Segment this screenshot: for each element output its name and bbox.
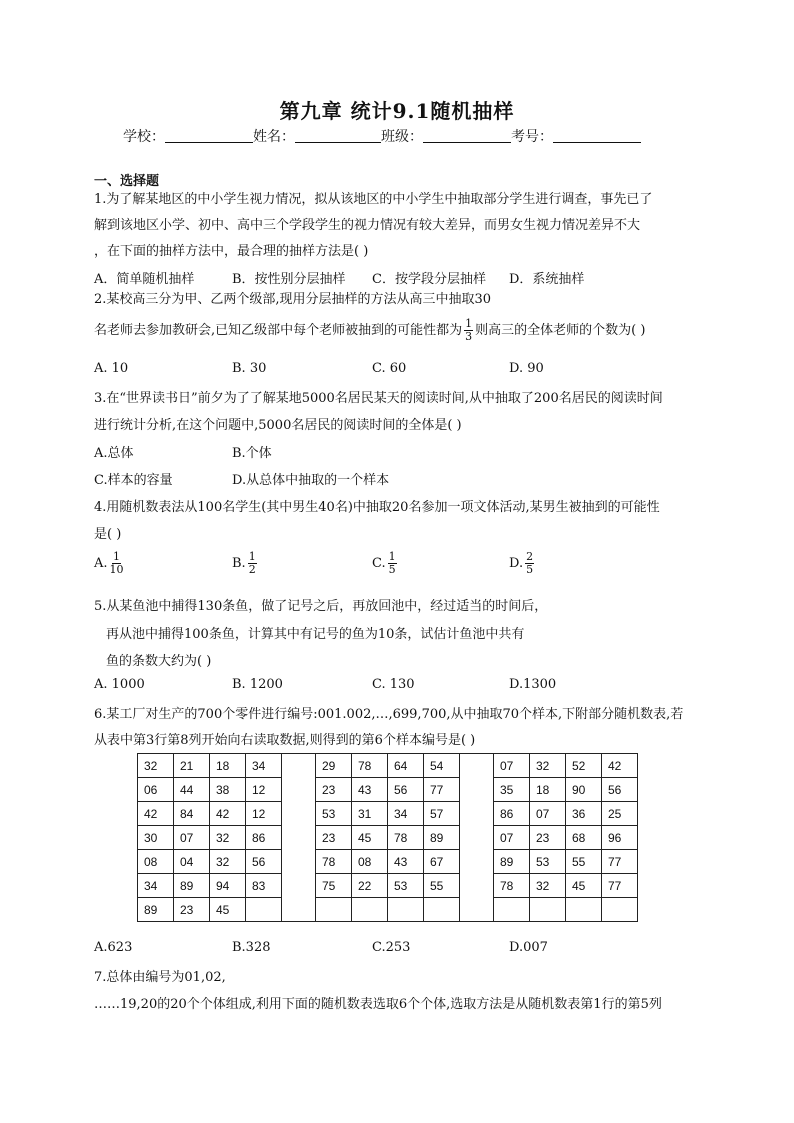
- class-blank[interactable]: [423, 128, 511, 143]
- table-cell: 53: [316, 802, 352, 826]
- table-cell: 34: [138, 874, 174, 898]
- q4-option-c-label: C.: [372, 556, 386, 571]
- table-cell: 64: [388, 754, 424, 778]
- table-row: [138, 802, 638, 826]
- table-cell: 08: [138, 850, 174, 874]
- school-blank[interactable]: [165, 128, 253, 143]
- q3-option-a[interactable]: A.总体: [94, 446, 134, 461]
- table-cell: 34: [388, 802, 424, 826]
- q4-option-c-den: 5: [388, 563, 396, 576]
- table-cell: 56: [602, 778, 638, 802]
- table-row: [138, 778, 638, 802]
- table-cell: 67: [424, 850, 460, 874]
- table-cell: 23: [316, 778, 352, 802]
- table-cell: 32: [210, 826, 246, 850]
- table-row: [138, 826, 638, 850]
- q2-line-1: 2.某校高三分为甲、乙两个级部,现用分层抽样的方法从高三中抽取30: [94, 292, 492, 307]
- table-cell: 56: [246, 850, 282, 874]
- table-cell: [602, 898, 638, 922]
- table-cell: 53: [388, 874, 424, 898]
- table-cell: 21: [174, 754, 210, 778]
- q2-option-a[interactable]: A. 10: [94, 361, 129, 376]
- table-cell: 86: [494, 802, 530, 826]
- table-cell: 43: [388, 850, 424, 874]
- q6-line-2: 从表中第3行第8列开始向右读取数据,则得到的第6个样本编号是( ): [94, 733, 476, 748]
- table-cell: 22: [352, 874, 388, 898]
- page-title: 第九章 统计9.1随机抽样: [279, 99, 515, 123]
- table-cell: 94: [210, 874, 246, 898]
- q7-line-1: 7.总体由编号为01,02,: [94, 970, 226, 985]
- q4-option-d-label: D.: [509, 556, 524, 571]
- table-cell: 06: [138, 778, 174, 802]
- section-title: 一、选择题: [94, 174, 160, 189]
- table-cell: [494, 898, 530, 922]
- table-cell: [352, 898, 388, 922]
- q5-option-b[interactable]: B. 1200: [232, 677, 283, 692]
- exam-no-label: 考号：: [511, 129, 553, 145]
- q1-option-c[interactable]: C．按学段分层抽样: [372, 272, 486, 287]
- table-cell: 07: [494, 754, 530, 778]
- table-cell: 23: [316, 826, 352, 850]
- table-cell: 84: [174, 802, 210, 826]
- table-gap-cell: [460, 754, 494, 778]
- table-gap-cell: [460, 778, 494, 802]
- table-cell: 77: [602, 874, 638, 898]
- table-row: [138, 874, 638, 898]
- table-cell: 23: [174, 898, 210, 922]
- table-cell: 89: [424, 826, 460, 850]
- q4-line-1: 4.用随机数表法从100名学生(其中男生40名)中抽取20名参加一项文体活动,某男生被抽到的可能性: [94, 500, 660, 515]
- table-cell: 18: [530, 778, 566, 802]
- q4-option-b-label: B.: [232, 556, 246, 571]
- table-cell: 55: [424, 874, 460, 898]
- table-cell: 78: [388, 826, 424, 850]
- table-row: [138, 850, 638, 874]
- table-cell: 23: [530, 826, 566, 850]
- q6-option-b[interactable]: B.328: [232, 940, 271, 955]
- q4-option-d-num: 2: [526, 550, 534, 563]
- table-cell: 34: [246, 754, 282, 778]
- name-blank[interactable]: [295, 128, 381, 143]
- q2-frac-num: 1: [465, 317, 473, 330]
- q2-line-2-pre: 名老师去参加教研会,已知乙级部中每个老师被抽到的可能性都为: [94, 323, 463, 338]
- table-cell: 89: [494, 850, 530, 874]
- q4-line-2: 是( ): [94, 527, 122, 542]
- q4-option-a-num: 1: [113, 550, 121, 563]
- q4-option-c[interactable]: [372, 551, 399, 576]
- table-cell: 32: [530, 874, 566, 898]
- table-cell: 07: [174, 826, 210, 850]
- table-cell: 07: [494, 826, 530, 850]
- q2-line-2: [94, 318, 645, 343]
- class-label: 班级：: [381, 129, 423, 145]
- table-cell: 54: [424, 754, 460, 778]
- table-cell: 30: [138, 826, 174, 850]
- q4-option-c-num: 1: [388, 550, 396, 563]
- table-gap-cell: [460, 898, 494, 922]
- table-cell: 77: [424, 778, 460, 802]
- table-cell: 32: [210, 850, 246, 874]
- table-cell: 32: [530, 754, 566, 778]
- table-cell: 04: [174, 850, 210, 874]
- q5-line-2: 再从池中捕得100条鱼，计算其中有记号的鱼为10条，试估计鱼池中共有: [106, 627, 525, 642]
- q4-option-a-den: 10: [109, 563, 124, 576]
- table-cell: 45: [566, 874, 602, 898]
- q6-option-c[interactable]: C.253: [372, 940, 411, 955]
- q2-line-2-post: 则高三的全体老师的个数为( ): [475, 323, 646, 338]
- table-cell: [530, 898, 566, 922]
- table-cell: 31: [352, 802, 388, 826]
- table-cell: 08: [352, 850, 388, 874]
- table-cell: 36: [566, 802, 602, 826]
- q4-option-b-den: 2: [248, 563, 256, 576]
- table-cell: 75: [316, 874, 352, 898]
- q2-option-c[interactable]: C. 60: [372, 361, 407, 376]
- school-label: 学校：: [123, 129, 165, 145]
- table-gap-cell: [282, 826, 316, 850]
- table-cell: 68: [566, 826, 602, 850]
- table-cell: 42: [602, 754, 638, 778]
- table-gap-cell: [282, 754, 316, 778]
- table-cell: 25: [602, 802, 638, 826]
- table-cell: 78: [352, 754, 388, 778]
- exam-no-blank[interactable]: [553, 128, 641, 143]
- random-number-table: [137, 753, 638, 922]
- table-cell: 12: [246, 778, 282, 802]
- q4-option-d[interactable]: [509, 551, 536, 576]
- q2-option-b[interactable]: B. 30: [232, 361, 267, 376]
- q5-option-c[interactable]: C. 130: [372, 677, 415, 692]
- q5-option-d[interactable]: D.1300: [509, 677, 557, 692]
- q1-option-b[interactable]: B．按性别分层抽样: [232, 272, 346, 287]
- q6-option-a[interactable]: A.623: [94, 940, 133, 955]
- student-info-line: [123, 126, 641, 146]
- table-cell: 29: [316, 754, 352, 778]
- q7-line-2: ……19,20的20个个体组成,利用下面的随机数表选取6个个体,选取方法是从随机数表第1行的第5列: [94, 997, 662, 1012]
- table-cell: 12: [246, 802, 282, 826]
- table-cell: 86: [246, 826, 282, 850]
- table-gap-cell: [282, 850, 316, 874]
- table-cell: [566, 898, 602, 922]
- table-gap-cell: [282, 898, 316, 922]
- table-cell: 96: [602, 826, 638, 850]
- table-row: [138, 754, 638, 778]
- table-cell: 45: [352, 826, 388, 850]
- q6-option-d[interactable]: D.007: [509, 940, 548, 955]
- q5-line-3: 鱼的条数大约为( ): [106, 654, 212, 669]
- q3-line-1: 3.在“世界读书日”前夕为了了解某地5000名居民某天的阅读时间,从中抽取了200名居民的阅读时间: [94, 391, 663, 406]
- table-cell: 57: [424, 802, 460, 826]
- table-cell: [388, 898, 424, 922]
- table-cell: 89: [174, 874, 210, 898]
- table-gap-cell: [282, 802, 316, 826]
- table-gap-cell: [282, 778, 316, 802]
- table-cell: 42: [138, 802, 174, 826]
- table-cell: 77: [602, 850, 638, 874]
- q6-line-1: 6.某工厂对生产的700个零件进行编号:001.002,…,699,700,从中抽取70个样本,下附部分随机数表,若: [94, 707, 684, 722]
- name-label: 姓名：: [253, 129, 295, 145]
- q4-option-b-num: 1: [248, 550, 256, 563]
- table-cell: 35: [494, 778, 530, 802]
- q3-option-b[interactable]: B.个体: [232, 446, 272, 461]
- table-cell: 53: [530, 850, 566, 874]
- table-gap-cell: [460, 874, 494, 898]
- q3-option-c[interactable]: C.样本的容量: [94, 473, 173, 488]
- table-cell: 38: [210, 778, 246, 802]
- table-cell: 56: [388, 778, 424, 802]
- table-cell: 78: [316, 850, 352, 874]
- table-cell: 55: [566, 850, 602, 874]
- q5-option-a[interactable]: A. 1000: [94, 677, 145, 692]
- table-gap-cell: [460, 850, 494, 874]
- table-cell: 45: [210, 898, 246, 922]
- table-gap-cell: [460, 802, 494, 826]
- q4-option-a-label: A.: [94, 556, 108, 571]
- table-cell: 42: [210, 802, 246, 826]
- table-cell: 32: [138, 754, 174, 778]
- q4-option-a[interactable]: [94, 551, 126, 576]
- table-cell: 89: [138, 898, 174, 922]
- q1-option-a[interactable]: A．简单随机抽样: [94, 272, 195, 287]
- table-cell: 78: [494, 874, 530, 898]
- table-cell: 44: [174, 778, 210, 802]
- q4-option-b[interactable]: [232, 551, 259, 576]
- table-cell: [424, 898, 460, 922]
- q1-line-3: ，在下面的抽样方法中，最合理的抽样方法是( ): [94, 244, 369, 259]
- q5-line-1: 5.从某鱼池中捕得130条鱼，做了记号之后，再放回池中，经过适当的时间后，: [94, 599, 548, 614]
- table-gap-cell: [460, 826, 494, 850]
- q1-line-2: 解到该地区小学、初中、高中三个学段学生的视力情况有较大差异，而男女生视力情况差异不大: [94, 218, 641, 233]
- table-cell: 83: [246, 874, 282, 898]
- table-cell: 90: [566, 778, 602, 802]
- table-cell: 07: [530, 802, 566, 826]
- q3-option-d[interactable]: D.从总体中抽取的一个样本: [232, 473, 390, 488]
- q2-fraction: [464, 318, 473, 343]
- q2-option-d[interactable]: D. 90: [509, 361, 544, 376]
- table-cell: 43: [352, 778, 388, 802]
- q3-line-2: 进行统计分析,在这个问题中,5000名居民的阅读时间的全体是( ): [94, 418, 462, 433]
- table-cell: [316, 898, 352, 922]
- table-cell: 52: [566, 754, 602, 778]
- table-gap-cell: [282, 874, 316, 898]
- q1-option-d[interactable]: D．系统抽样: [509, 272, 585, 287]
- table-cell: [246, 898, 282, 922]
- table-cell: 18: [210, 754, 246, 778]
- q2-frac-den: 3: [465, 330, 473, 343]
- q1-line-1: 1.为了解某地区的中小学生视力情况，拟从该地区的中小学生中抽取部分学生进行调查，事先已了: [94, 192, 653, 207]
- q4-option-d-den: 5: [526, 563, 534, 576]
- table-row: [138, 898, 638, 922]
